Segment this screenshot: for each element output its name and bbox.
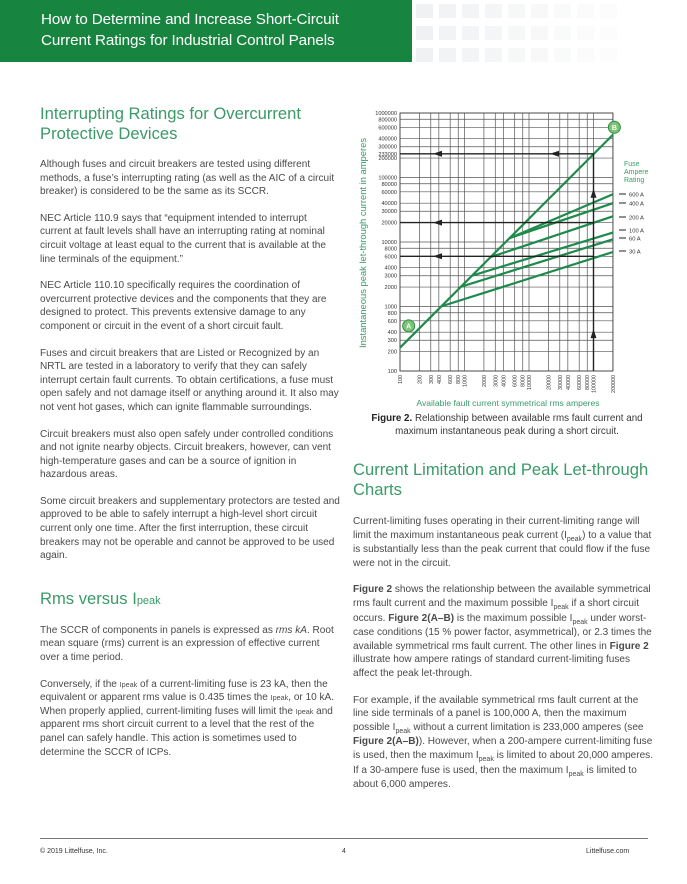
title-line-2: Current Ratings for Industrial Control Panels bbox=[41, 32, 335, 49]
header-banner bbox=[0, 0, 412, 62]
svg-text:1000: 1000 bbox=[462, 375, 469, 387]
peak-let-through-chart bbox=[352, 104, 672, 404]
svg-text:60 A: 60 A bbox=[629, 236, 641, 243]
svg-text:60000: 60000 bbox=[577, 375, 584, 390]
svg-text:300: 300 bbox=[387, 338, 397, 345]
svg-text:3000: 3000 bbox=[384, 273, 397, 280]
svg-text:80000: 80000 bbox=[381, 181, 397, 188]
svg-text:800: 800 bbox=[456, 375, 463, 384]
page-number: 4 bbox=[342, 848, 346, 855]
svg-text:300: 300 bbox=[428, 375, 435, 384]
decorative-tile bbox=[531, 26, 548, 40]
svg-text:600: 600 bbox=[448, 375, 455, 384]
footer-link-website[interactable]: Littelfuse.com bbox=[586, 848, 630, 855]
footer-copyright: © 2019 Littelfuse, Inc. bbox=[40, 848, 108, 855]
section-heading-current-limitation: Current Limitation and Peak Let-through Charts bbox=[353, 460, 649, 499]
svg-text:4000: 4000 bbox=[384, 265, 397, 272]
svg-text:200: 200 bbox=[387, 349, 397, 356]
y-axis-label: Instantaneous peak let-through current in amperes bbox=[357, 137, 368, 349]
svg-text:100: 100 bbox=[398, 375, 404, 384]
svg-text:80000: 80000 bbox=[585, 375, 592, 390]
svg-text:10000: 10000 bbox=[381, 240, 397, 246]
y-axis-tick-labels bbox=[375, 111, 397, 375]
x-axis-label: Available fault current symmetrical rms amperes bbox=[416, 398, 600, 408]
decorative-tile bbox=[554, 48, 571, 62]
paragraph: For example, if the available symmetrical rms fault current at the line side terminals of a panel is 100,000 A, then the maximum possible $I_{peak}$ without a current limitation is 233,000 amperes (see Figure 2(A–B)). However, when a 200-ampere current-limiting fuse is used, then the maximum $I_{peak}$ is limited to about 20,000 amperes. If a 30-ampere fuse is used, then the maximum $I_{peak}$ is limited to about 6,000 amperes. bbox=[353, 694, 653, 791]
svg-text:A: A bbox=[406, 323, 412, 331]
decorative-tile bbox=[416, 48, 433, 62]
svg-text:1000: 1000 bbox=[384, 304, 397, 311]
svg-text:3000: 3000 bbox=[493, 375, 500, 387]
decorative-tile bbox=[508, 4, 525, 18]
chart-series-lines bbox=[400, 135, 613, 348]
decorative-tile bbox=[600, 26, 617, 40]
paragraph: Fuses and circuit breakers that are Listed or Recognized by an NRTL are tested in a laboratory to verify that they can safely interrupt certain fault currents. To obtain certifications, a fuse must open safely and not damage itself or anything around it. It also may not vent hot gases, which can ignite flammable surroundings. bbox=[40, 347, 339, 413]
svg-text:8000: 8000 bbox=[520, 375, 527, 387]
decorative-tile bbox=[485, 26, 502, 40]
svg-text:400 A: 400 A bbox=[629, 201, 644, 208]
decorative-tile bbox=[531, 48, 548, 62]
svg-text:100000: 100000 bbox=[378, 175, 397, 182]
svg-text:800: 800 bbox=[387, 310, 397, 317]
svg-text:40000: 40000 bbox=[565, 375, 572, 390]
decorative-tile bbox=[462, 4, 479, 18]
decorative-tile bbox=[485, 4, 502, 18]
document-title bbox=[41, 9, 401, 51]
section-heading-interrupting-ratings: Interrupting Ratings for Overcurrent Protective Devices bbox=[40, 104, 302, 143]
decorative-tile bbox=[577, 48, 594, 62]
decorative-tile bbox=[485, 48, 502, 62]
paragraph: Figure 2 shows the relationship between the available symmetrical rms fault current and the maximum possible $I_{peak}$ if a short circuit occurs. Figure 2(A–B) is the maximum possible $I_{peak}$ under worst-case conditions (15 % power factor, asymmetrical), or 2.3 times the available symmetrical rms fault current. The other lines in Figure 2 illustrate how ampere ratings of standard current-limiting fuses affect the peak let-through. bbox=[353, 584, 652, 679]
svg-text:20000: 20000 bbox=[381, 220, 397, 227]
svg-text:100: 100 bbox=[387, 369, 397, 375]
decorative-tile bbox=[554, 4, 571, 18]
svg-text:600000: 600000 bbox=[378, 125, 397, 132]
decorative-tile bbox=[577, 4, 594, 18]
svg-text:200 A: 200 A bbox=[629, 215, 644, 222]
decorative-tile bbox=[439, 4, 456, 18]
svg-text:400000: 400000 bbox=[378, 136, 397, 143]
svg-text:200000: 200000 bbox=[378, 156, 397, 163]
paragraph: Although fuses and circuit breakers are tested using different methods, a fuse’s interrupting rating (as well as the AIC of a circuit breaker) is considered to be the same as its SCCR. bbox=[40, 159, 335, 198]
paragraph: The SCCR of components in panels is expressed as rms kA. Root mean square (rms) current is an expression of effective current over a time period. bbox=[40, 624, 334, 664]
paragraph: NEC Article 110.9 says that “equipment intended to interrupt current at fault levels shall have an interrupting rating at nominal circuit voltage at least equal to the current that is available at the line terminals of the equipment.” bbox=[40, 212, 326, 265]
svg-text:600: 600 bbox=[387, 318, 397, 325]
right-column bbox=[353, 460, 653, 792]
svg-text:Ampere: Ampere bbox=[624, 169, 649, 176]
paragraph: Current-limiting fuses operating in their current-limiting range will limit the maximum instantaneous peak current $(I_{peak})$ to a value that is substantially less than the peak current that could flow if the fuse were not in the circuit. bbox=[353, 516, 652, 569]
paragraph: Conversely, if the Ipeak of a current-limiting fuse is 23 kA, then the equivalent or apparent rms value is 0.435 times the Ipeak, or 10 kA. When properly applied, current-limiting fuses will limit the Ipeak and apparent rms short circuit current to a level that the rest of the panel can safely handle. This action is sometimes used to determine the SCCR of ICPs. bbox=[40, 678, 335, 758]
paragraph: NEC Article 110.10 specifically requires the coordination of overcurrent protective devices and the components that they are designed to protect. This prevents extensive damage to any component or circuit in the event of a short circuit fault. bbox=[40, 280, 327, 332]
svg-text:1000000: 1000000 bbox=[375, 111, 397, 117]
title-line-1: How to Determine and Increase Short-Circuit bbox=[41, 11, 339, 28]
decorative-tile bbox=[508, 26, 525, 40]
decorative-tile bbox=[416, 4, 433, 18]
svg-text:600 A: 600 A bbox=[629, 192, 644, 199]
left-column bbox=[40, 104, 340, 759]
svg-text:B: B bbox=[611, 124, 617, 132]
decorative-tile bbox=[508, 48, 525, 62]
svg-text:Fuse: Fuse bbox=[624, 161, 640, 168]
svg-text:100000: 100000 bbox=[591, 375, 598, 393]
decorative-tile bbox=[439, 26, 456, 40]
svg-text:400: 400 bbox=[436, 375, 443, 384]
svg-text:30000: 30000 bbox=[557, 375, 564, 390]
fuse-rating-legend bbox=[619, 161, 649, 255]
decorative-tile bbox=[600, 4, 617, 18]
decorative-tile-pattern bbox=[416, 4, 626, 64]
paragraph: Some circuit breakers and supplementary protectors are tested and approved to be able to safely interrupt a high-level short circuit current only one time. After the first interruption, these circuit breakers may not be operable and cannot be approved to be used again. bbox=[40, 495, 340, 562]
svg-text:10000: 10000 bbox=[527, 375, 533, 390]
svg-text:300000: 300000 bbox=[378, 144, 397, 151]
svg-text:200000: 200000 bbox=[610, 375, 617, 393]
decorative-tile bbox=[439, 48, 456, 62]
svg-text:400: 400 bbox=[387, 330, 397, 337]
svg-text:8000: 8000 bbox=[384, 246, 397, 253]
x-axis-tick-labels bbox=[398, 375, 617, 393]
svg-text:800000: 800000 bbox=[378, 117, 397, 124]
decorative-tile bbox=[462, 26, 479, 40]
svg-text:40000: 40000 bbox=[381, 201, 397, 208]
svg-text:6000: 6000 bbox=[512, 375, 519, 387]
footer-divider bbox=[40, 838, 648, 839]
decorative-tile bbox=[577, 26, 594, 40]
svg-text:2000: 2000 bbox=[481, 375, 488, 387]
decorative-tile bbox=[554, 26, 571, 40]
svg-text:Rating: Rating bbox=[624, 177, 645, 184]
svg-text:30 A: 30 A bbox=[629, 249, 641, 256]
svg-text:233000: 233000 bbox=[378, 151, 397, 158]
figure-caption: Figure 2. Relationship between available rms fault current and maximum instantaneous peak during a short circuit. bbox=[371, 413, 643, 437]
paragraph: Circuit breakers must also open safely under controlled conditions and not ignite nearby objects. Circuit breakers, however, can vent high-temperature gases and can be a source of ignition in hazardous areas. bbox=[40, 428, 334, 481]
svg-text:100 A: 100 A bbox=[629, 228, 644, 235]
section-heading-rms-versus-ipeak: Rms versus Ipeak bbox=[40, 588, 161, 608]
decorative-tile bbox=[600, 48, 617, 62]
svg-text:2000: 2000 bbox=[384, 285, 397, 292]
svg-text:200: 200 bbox=[417, 375, 424, 384]
decorative-tile bbox=[416, 26, 433, 40]
svg-text:6000: 6000 bbox=[384, 254, 397, 261]
svg-text:20000: 20000 bbox=[546, 375, 553, 390]
svg-text:30000: 30000 bbox=[381, 209, 397, 216]
decorative-tile bbox=[462, 48, 479, 62]
svg-text:4000: 4000 bbox=[501, 375, 508, 387]
svg-text:60000: 60000 bbox=[381, 189, 397, 196]
decorative-tile bbox=[531, 4, 548, 18]
